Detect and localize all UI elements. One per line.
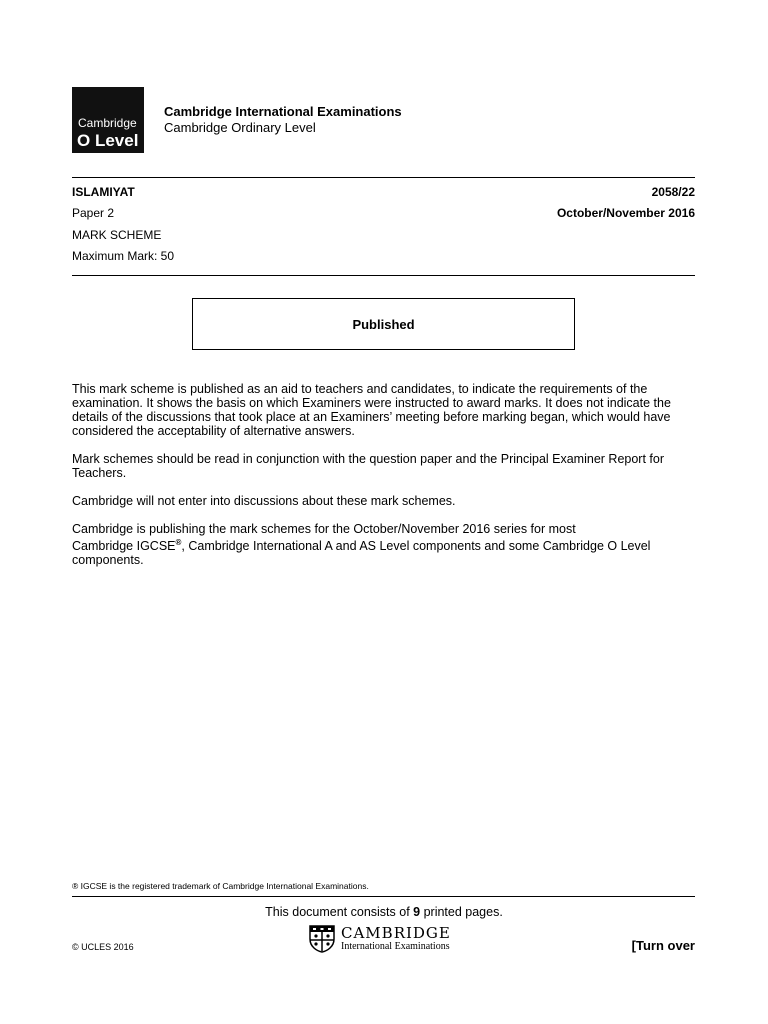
paper-number: Paper 2: [72, 206, 115, 220]
exam-session: October/November 2016: [556, 206, 695, 220]
registered-mark: ®: [175, 538, 182, 547]
logo-line-o-level: O Level: [77, 131, 139, 150]
pages-count: 9: [413, 905, 421, 919]
divider-meta: [72, 275, 695, 276]
publishing-igcse: Cambridge IGCSE: [72, 539, 176, 554]
publishing-line1: Cambridge is publishing the mark schemes for the October/November 2016 series for most: [72, 522, 576, 536]
cambridge-crest-icon: [309, 925, 335, 953]
org-subtitle: Cambridge Ordinary Level: [164, 120, 316, 135]
pages-text-post: printed pages.: [420, 905, 503, 919]
document-type: MARK SCHEME: [72, 228, 162, 242]
logo-line-cambridge: Cambridge: [78, 116, 137, 130]
divider-top: [72, 177, 695, 178]
page-count-note: [0, 905, 768, 919]
paragraph-publishing: [72, 522, 697, 567]
paragraph-intro: This mark scheme is published as an aid to teachers and candidates, to indicate the requirements of the examination. It shows the basis on which Examiners were instructed to award marks. It does not indicate the details of the discussions that took place at an Examiners’ meeting before marking began, which would have considered the acceptability of alternative answers.: [72, 382, 671, 438]
maximum-mark: Maximum Mark: 50: [72, 249, 175, 263]
pages-text-pre: This document consists of: [265, 905, 414, 919]
copyright-ucles: © UCLES 2016: [72, 942, 134, 952]
org-title: Cambridge International Examinations: [164, 104, 402, 119]
subject-name: ISLAMIYAT: [72, 185, 135, 199]
cambridge-o-level-logo: [72, 87, 144, 153]
published-status-box: Published: [192, 298, 575, 350]
cambridge-wordmark: CAMBRIDGE: [341, 924, 451, 942]
paragraph-conjunction: Mark schemes should be read in conjunction with the question paper and the Principal Examiner Report for Teachers.: [72, 452, 664, 480]
cambridge-international-logo: [309, 924, 451, 954]
paragraph-no-discussion: Cambridge will not enter into discussions about these mark schemes.: [72, 494, 456, 508]
trademark-footnote: ® IGCSE is the registered trademark of Cambridge International Examinations.: [72, 881, 369, 891]
cambridge-wordmark-sub: International Examinations: [341, 941, 450, 952]
turn-over-label: [Turn over: [631, 938, 695, 953]
divider-footer: [72, 896, 695, 897]
paper-code: 2058/22: [651, 185, 695, 199]
publishing-line2: , Cambridge International A and AS Level components and some Cambridge O Level components.: [72, 539, 651, 568]
